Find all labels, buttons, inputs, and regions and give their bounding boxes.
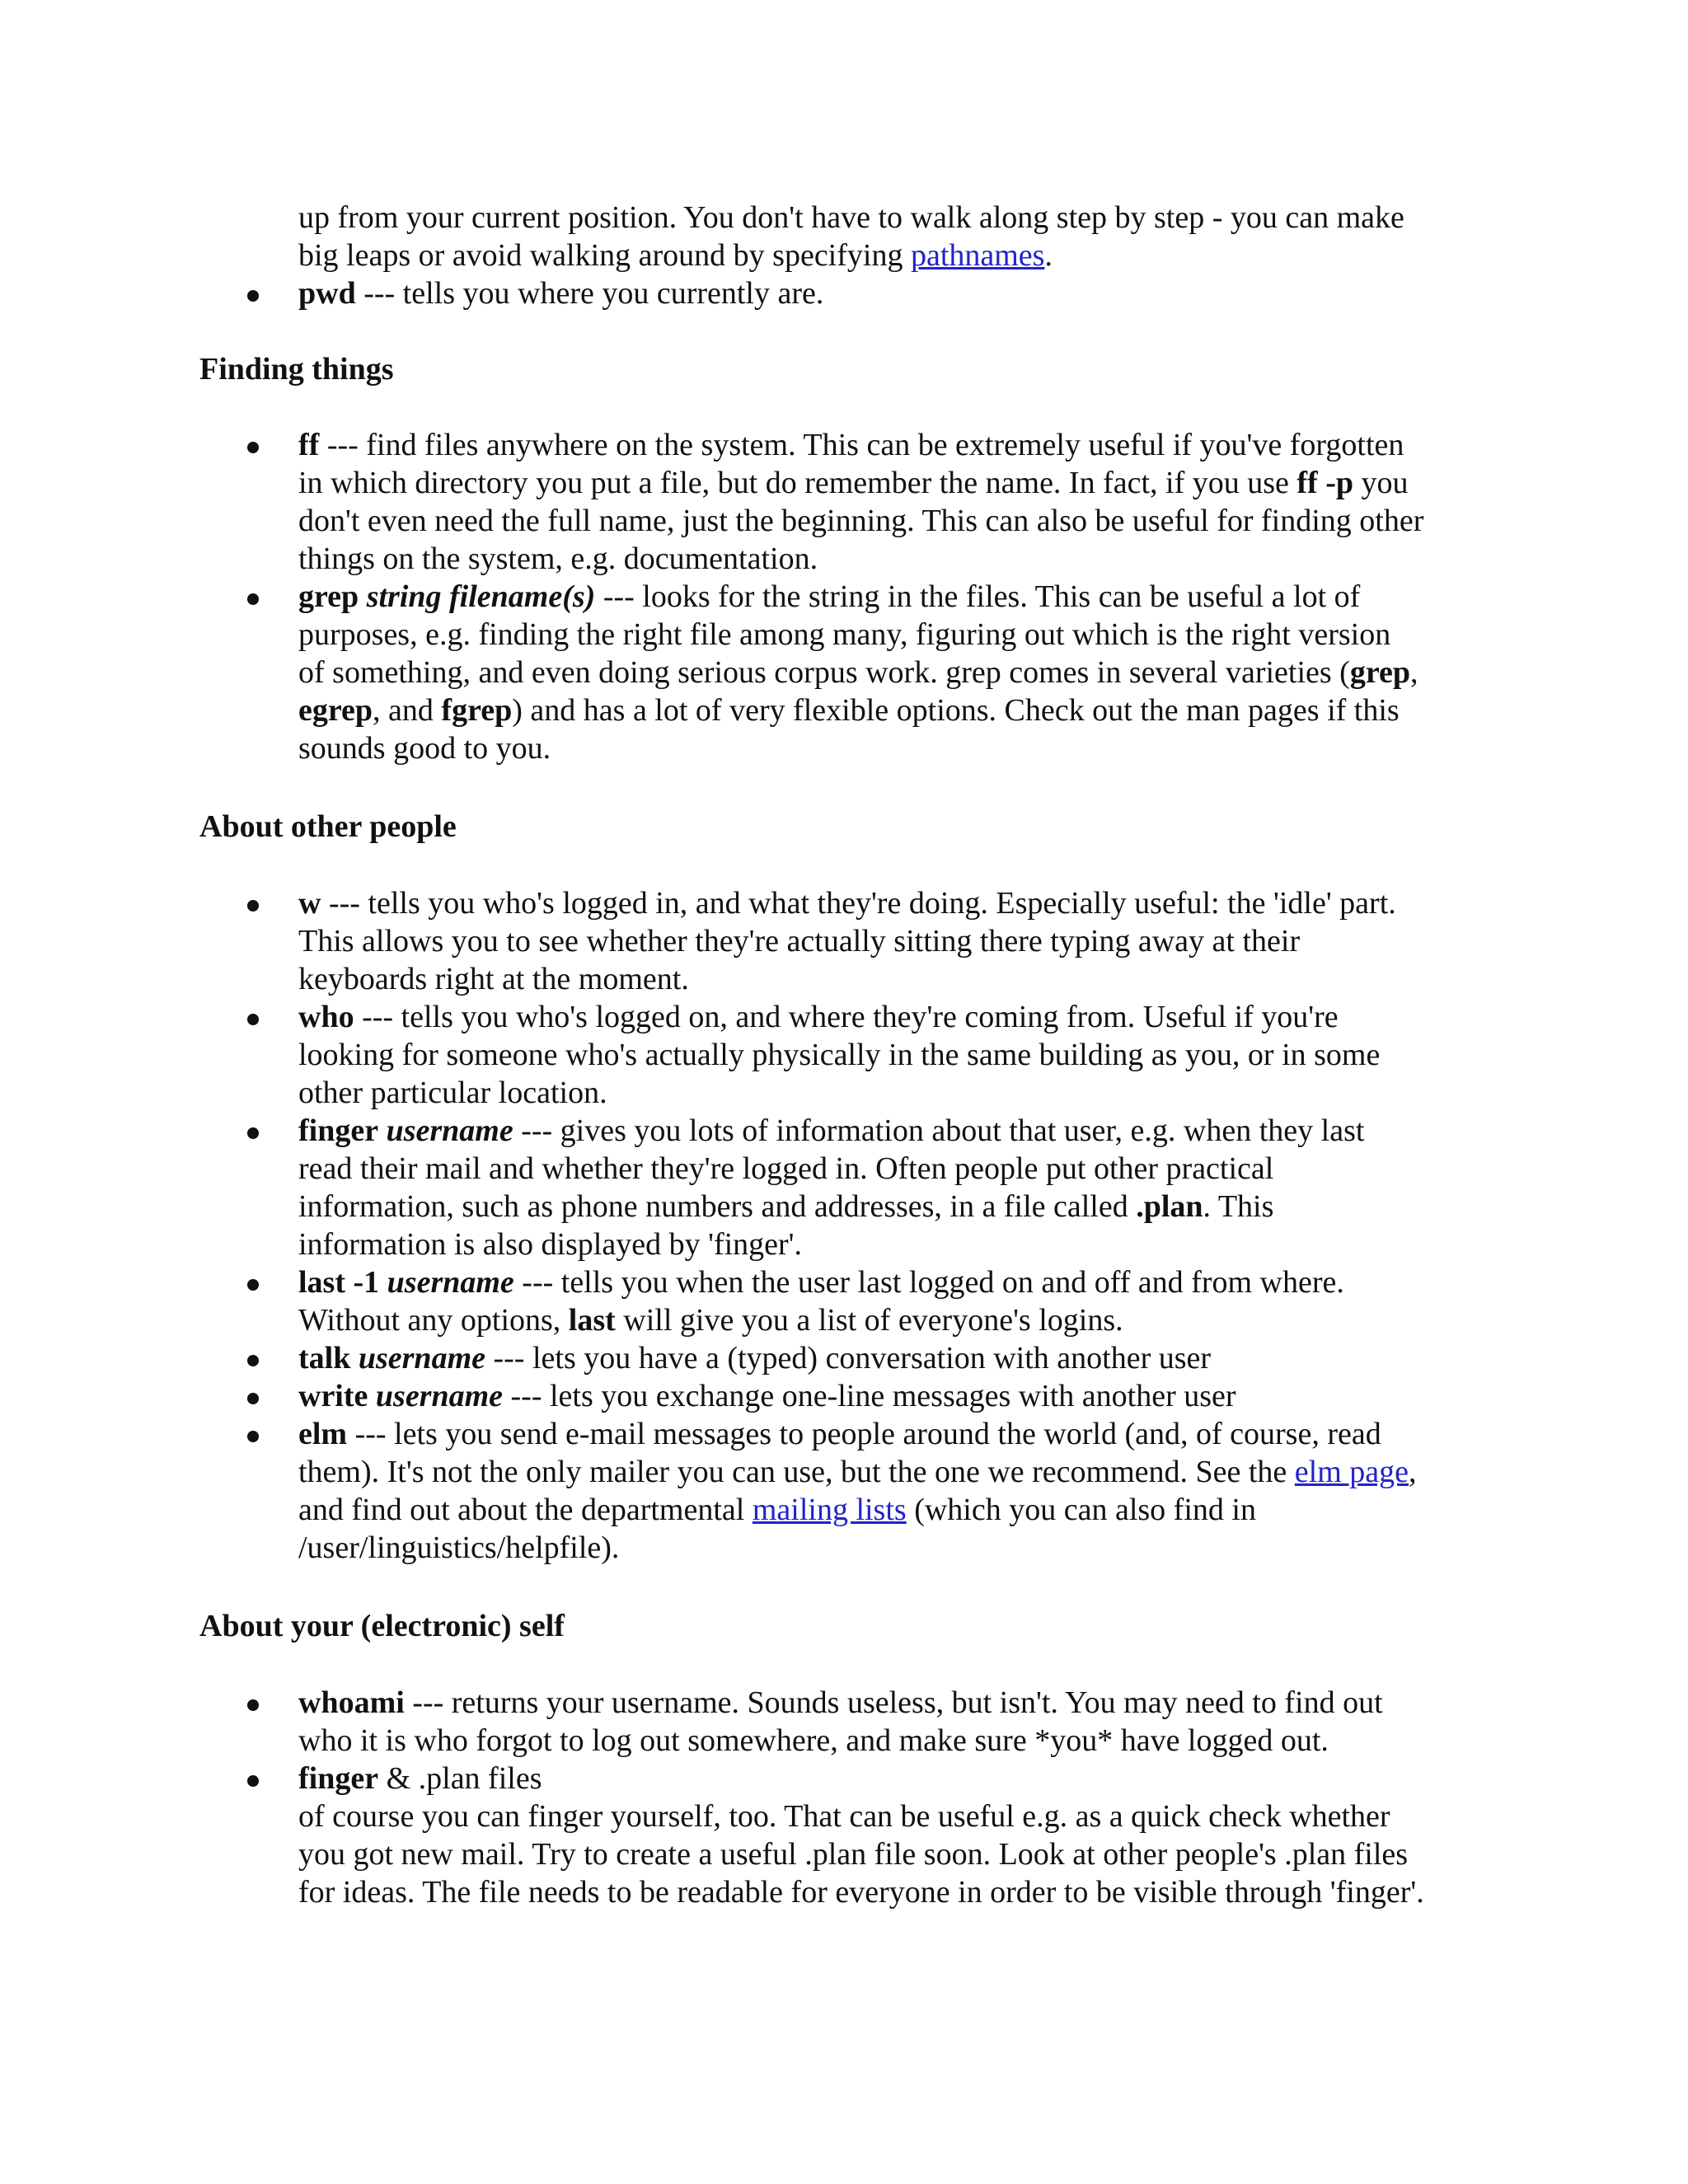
- bullet-icon: [247, 1355, 259, 1366]
- finger-self-line-4: [298, 1873, 1424, 1911]
- text: who it is who forgot to log out somewhere, and make sure *you* have logged out.: [298, 1723, 1329, 1758]
- command-name: finger: [298, 1113, 379, 1148]
- text: , and: [373, 693, 442, 728]
- finger-self-line-1: [298, 1760, 542, 1797]
- bullet-icon: [247, 900, 259, 912]
- command-argument: string filename(s): [366, 579, 596, 614]
- command-name: ff: [298, 428, 320, 462]
- text: --- tells you where you currently are.: [355, 276, 824, 311]
- text: you: [1353, 466, 1409, 500]
- pwd-item: [298, 274, 823, 312]
- grep-item-line-3: [298, 654, 1418, 691]
- text: keyboards right at the moment.: [298, 962, 689, 996]
- write-item: [298, 1377, 1236, 1415]
- command-argument: username: [375, 1379, 504, 1413]
- command-name: whoami: [298, 1685, 405, 1720]
- elm-item-line-1: [298, 1415, 1381, 1453]
- text: and find out about the departmental: [298, 1493, 753, 1527]
- command-name: who: [298, 1000, 354, 1034]
- command-argument: username: [358, 1341, 485, 1376]
- command-name: fgrep: [441, 693, 513, 728]
- command-name: write: [298, 1379, 368, 1413]
- finger-item-line-2: [298, 1150, 1273, 1188]
- section-heading-people: About other people: [199, 809, 457, 844]
- who-item-line-3: [298, 1074, 607, 1112]
- text: read their mail and whether they're logged in. Often people put other practical: [298, 1151, 1274, 1186]
- text: sounds good to you.: [298, 731, 551, 766]
- talk-item: [298, 1339, 1211, 1377]
- elm-item-line-3: [298, 1491, 1256, 1529]
- text: --- looks for the string in the files. This can be useful a lot of: [595, 579, 1361, 614]
- text: --- lets you send e-mail messages to people around the world (and, of course, read: [347, 1417, 1381, 1451]
- elm-item-line-4: [298, 1529, 619, 1567]
- whoami-item-line-1: [298, 1684, 1383, 1722]
- text: --- tells you who's logged in, and what they're doing. Especially useful: the 'idle' part.: [321, 886, 1396, 921]
- w-item-line-2: [298, 922, 1300, 960]
- text: looking for someone who's actually physically in the same building as you, or in some: [298, 1038, 1381, 1072]
- text: ,: [1410, 655, 1418, 690]
- last-item-line-1: [298, 1263, 1344, 1301]
- bullet-icon: [247, 1775, 259, 1787]
- text: purposes, e.g. finding the right file among many, figuring out which is the right version: [298, 617, 1391, 652]
- last-item-line-2: [298, 1301, 1123, 1339]
- text: . This: [1203, 1189, 1274, 1224]
- pathnames-link[interactable]: pathnames: [910, 238, 1045, 273]
- text: /user/linguistics/helpfile).: [298, 1530, 620, 1565]
- section-heading-finding: Finding things: [199, 352, 394, 387]
- command-name: egrep: [298, 693, 373, 728]
- text: of course you can finger yourself, too. That can be useful e.g. as a quick check whether: [298, 1799, 1390, 1834]
- bullet-icon: [247, 1393, 259, 1404]
- command-name: elm: [298, 1417, 348, 1451]
- text: you got new mail. Try to create a useful .plan file soon. Look at other people's .plan files: [298, 1837, 1409, 1872]
- text: ) and has a lot of very flexible options. Check out the man pages if this: [512, 693, 1400, 728]
- text: --- lets you exchange one-line messages with another user: [503, 1379, 1236, 1413]
- bullet-icon: [247, 442, 259, 453]
- command-name: finger: [298, 1761, 379, 1796]
- text: This allows you to see whether they're actually sitting there typing away at their: [298, 924, 1301, 958]
- command-name: last: [568, 1303, 616, 1338]
- command-name: grep: [298, 579, 359, 614]
- text: them). It's not the only mailer you can use, but the one we recommend. See the: [298, 1455, 1295, 1489]
- grep-item-line-4: [298, 691, 1400, 729]
- text: ,: [1409, 1455, 1417, 1489]
- text: don't even need the full name, just the beginning. This can also be useful for finding other: [298, 504, 1424, 538]
- grep-item-line-2: [298, 616, 1390, 654]
- command-name: grep: [1349, 655, 1411, 690]
- text: --- lets you have a (typed) conversation with another user: [485, 1341, 1212, 1376]
- text: things on the system, e.g. documentation.: [298, 541, 818, 576]
- mailing-lists-link[interactable]: mailing lists: [752, 1493, 907, 1527]
- text: big leaps or avoid walking around by specifying: [298, 238, 911, 273]
- w-item-line-1: [298, 884, 1396, 922]
- text: --- returns your username. Sounds useless, but isn't. You may need to find out: [404, 1685, 1383, 1720]
- command-name: w: [298, 886, 321, 921]
- command-name: talk: [298, 1341, 351, 1376]
- text: up from your current position. You don't have to walk along step by step - you can make: [298, 200, 1404, 235]
- text: information, such as phone numbers and addresses, in a file called: [298, 1189, 1137, 1224]
- command-name: ff -p: [1296, 466, 1354, 500]
- grep-item-line-5: [298, 729, 551, 767]
- command-argument: username: [386, 1113, 513, 1148]
- ff-item-line-4: [298, 540, 818, 578]
- command-name: last -1: [298, 1265, 380, 1300]
- intro-line-2: [298, 237, 1053, 274]
- file-name: .plan: [1136, 1189, 1203, 1224]
- text: --- gives you lots of information about that user, e.g. when they last: [513, 1113, 1365, 1148]
- text: (which you can also find in: [906, 1493, 1256, 1527]
- text: --- tells you who's logged on, and where they're coming from. Useful if you're: [354, 1000, 1339, 1034]
- who-item-line-2: [298, 1036, 1380, 1074]
- ff-item-line-2: [298, 464, 1409, 502]
- who-item-line-1: [298, 998, 1339, 1036]
- section-heading-self: About your (electronic) self: [199, 1609, 565, 1643]
- command-name: pwd: [298, 276, 356, 311]
- finger-item-line-4: [298, 1226, 802, 1263]
- text: information is also displayed by 'finger'.: [298, 1227, 803, 1262]
- intro-line-1: [298, 199, 1404, 237]
- text: & .plan files: [378, 1761, 542, 1796]
- finger-self-line-3: [298, 1835, 1408, 1873]
- ff-item-line-1: [298, 426, 1404, 464]
- text: Without any options,: [298, 1303, 569, 1338]
- text: for ideas. The file needs to be readable for everyone in order to be visible through 'finger'.: [298, 1875, 1424, 1910]
- command-argument: username: [387, 1265, 514, 1300]
- elm-item-line-2: [298, 1453, 1417, 1491]
- finger-item-line-3: [298, 1188, 1273, 1226]
- finger-self-line-2: [298, 1797, 1390, 1835]
- bullet-icon: [247, 1014, 259, 1025]
- text: of something, and even doing serious corpus work. grep comes in several varieties (: [298, 655, 1350, 690]
- text: will give you a list of everyone's logins.: [615, 1303, 1123, 1338]
- bullet-icon: [247, 1431, 259, 1442]
- finger-item-line-1: [298, 1112, 1364, 1150]
- bullet-icon: [247, 1279, 259, 1291]
- bullet-icon: [247, 1127, 259, 1139]
- bullet-icon: [247, 593, 259, 605]
- text: --- find files anywhere on the system. This can be extremely useful if you've forgotten: [319, 428, 1404, 462]
- grep-item-line-1: [298, 578, 1360, 616]
- w-item-line-3: [298, 960, 689, 998]
- text: in which directory you put a file, but do remember the name. In fact, if you use: [298, 466, 1297, 500]
- ff-item-line-3: [298, 502, 1423, 540]
- bullet-icon: [247, 290, 259, 302]
- text: .: [1044, 238, 1053, 273]
- bullet-icon: [247, 1699, 259, 1711]
- text: other particular location.: [298, 1076, 607, 1110]
- whoami-item-line-2: [298, 1722, 1329, 1760]
- text: --- tells you when the user last logged on and off and from where.: [513, 1265, 1344, 1300]
- elm-page-link[interactable]: elm page: [1294, 1455, 1409, 1489]
